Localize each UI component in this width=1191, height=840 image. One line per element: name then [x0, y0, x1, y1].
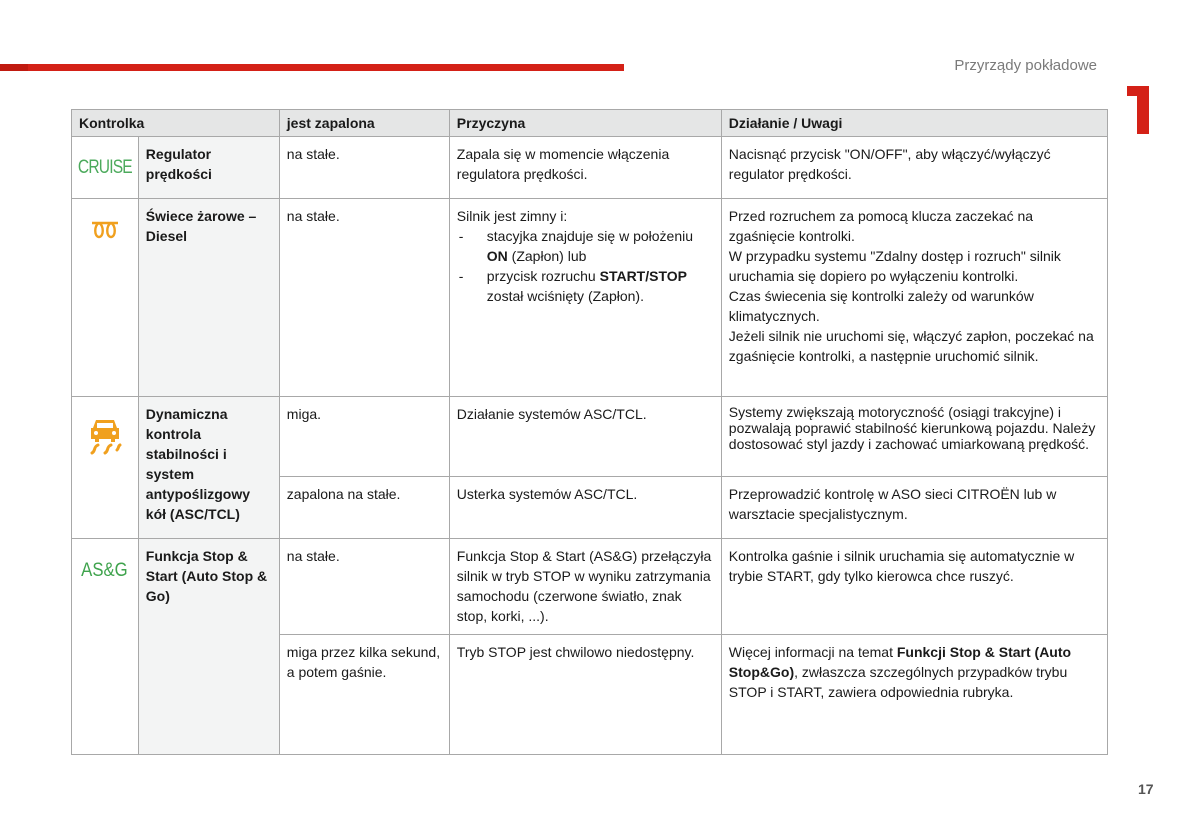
light-cause: Zapala się w momencie włączenia regulatora prędkości.: [449, 137, 721, 199]
column-header: Działanie / Uwagi: [721, 110, 1107, 137]
action-line: Jeżeli silnik nie uruchomi się, włączyć zapłon, poczekać na zgaśnięcie kontrolki, a następnie uruchomić silnik.: [728, 328, 1094, 364]
stability-control-icon: [72, 397, 139, 539]
stop-start-icon: [72, 539, 139, 755]
glow-plug-icon: [72, 199, 139, 397]
light-cause: Działanie systemów ASC/TCL.: [449, 397, 721, 477]
light-cause: Tryb STOP jest chwilowo niedostępny.: [449, 635, 721, 755]
light-action: Nacisnąć przycisk "ON/OFF", aby włączyć/wyłączyć regulator prędkości.: [721, 137, 1107, 199]
cause-intro: Silnik jest zimny i:: [456, 208, 568, 224]
light-state: na stałe.: [279, 539, 449, 635]
table-row: [72, 539, 1108, 635]
light-state: miga przez kilka sekund, a potem gaśnie.: [279, 635, 449, 755]
header-red-bar: [0, 64, 624, 71]
column-header: jest zapalona: [279, 110, 449, 137]
light-cause: Funkcja Stop & Start (AS&G) przełączyła silnik w tryb STOP w wyniku zatrzymania samochodu (czerwone światło, znak stop, korki, ...).: [449, 539, 721, 635]
light-state: na stałe.: [279, 199, 449, 397]
stop-start-icon-text: AS&G: [81, 560, 129, 581]
cause-item: - stacyjka znajduje się w położeniu ON (Zapłon) lub: [458, 228, 694, 264]
light-action: Więcej informacji na temat Funkcji Stop & Start (Auto Stop&Go), zwłaszcza szczególnych przypadków trybu STOP i START, zawiera odpowiednia rubryka.: [721, 635, 1107, 755]
column-header: Przyczyna: [449, 110, 721, 137]
light-action: Przeprowadzić kontrolę w ASO sieci CITROËN lub w warsztacie specjalistycznym.: [721, 477, 1107, 539]
light-action: [721, 199, 1107, 397]
table-row: [72, 137, 1108, 199]
column-header: Kontrolka: [72, 110, 280, 137]
action-line: Przed rozruchem za pomocą klucza zaczekać na zgaśnięcie kontrolki.: [728, 208, 1034, 244]
light-cause: Usterka systemów ASC/TCL.: [449, 477, 721, 539]
section-title: Przyrządy pokładowe: [954, 57, 1097, 74]
page-number: 17: [1138, 781, 1154, 797]
light-cause: [449, 199, 721, 397]
action-line: Czas świecenia się kontrolki zależy od warunków klimatycznych.: [728, 288, 1034, 324]
light-name: Dynamiczna kontrola stabilności i system antypoślizgowy kół (ASC/TCL): [138, 397, 279, 539]
light-state: miga.: [279, 397, 449, 477]
table-header-row: [72, 110, 1108, 137]
action-line: W przypadku systemu "Zdalny dostęp i rozruch" silnik uruchamia się dopiero po wyłączeniu kontrolki.: [728, 248, 1061, 284]
chapter-number: [1127, 86, 1149, 134]
light-name: Świece żarowe – Diesel: [138, 199, 279, 397]
light-state: na stałe.: [279, 137, 449, 199]
table-row: [72, 397, 1108, 477]
light-action: Kontrolka gaśnie i silnik uruchamia się automatycznie w trybie START, gdy tylko kierowca chce ruszyć.: [721, 539, 1107, 635]
cruise-icon: [72, 137, 139, 199]
light-name: Funkcja Stop & Start (Auto Stop & Go): [138, 539, 279, 755]
cause-item: - przycisk rozruchu START/STOP został wciśnięty (Zapłon).: [458, 268, 687, 304]
warning-lights-table: [71, 109, 1108, 755]
light-action: Systemy zwiększają motoryczność (osiągi trakcyjne) i pozwalają poprawić stabilność kierunkową pojazdu. Należy dostosować styl jazdy i zachować umiarkowaną prędkość.: [721, 397, 1107, 477]
cruise-icon-text: CRUISE: [77, 156, 132, 178]
light-state: zapalona na stałe.: [279, 477, 449, 539]
light-name: Regulator prędkości: [138, 137, 279, 199]
table-row: [72, 199, 1108, 397]
